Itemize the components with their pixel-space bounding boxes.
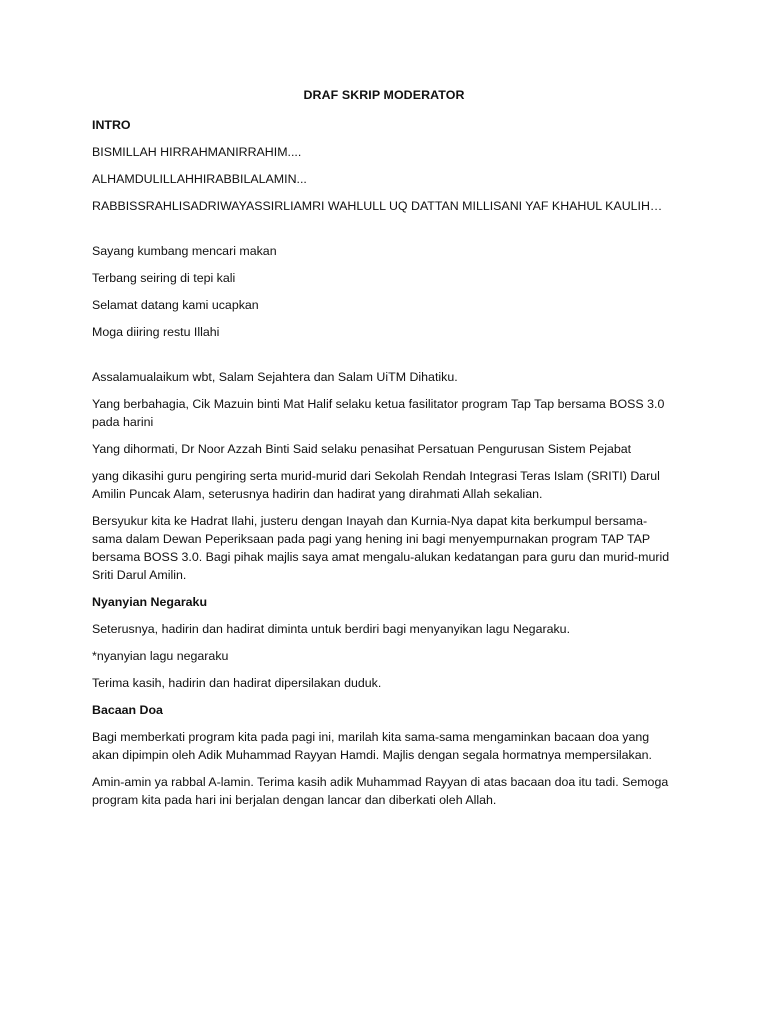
- opening-paragraph: Yang berbahagia, Cik Mazuin binti Mat Halif selaku ketua fasilitator program Tap Tap bersama BOSS 3.0 pada harini: [92, 397, 665, 429]
- pantun-line: Selamat datang kami ucapkan: [92, 298, 259, 312]
- section-heading-negaraku: Nyanyian Negaraku: [92, 595, 208, 609]
- document-body: [92, 86, 676, 818]
- pantun-line: Sayang kumbang mencari makan: [92, 244, 277, 258]
- spacer: [92, 350, 676, 368]
- intro-line: RABBISSRAHLISADRIWAYASSIRLIAMRI WAHLULL UQ DATTAN MILLISANI YAF KHAHUL KAULIH…: [92, 199, 663, 213]
- pantun-line: Terbang seiring di tepi kali: [92, 271, 236, 285]
- spacer: [92, 224, 676, 242]
- negaraku-line: Terima kasih, hadirin dan hadirat dipersilakan duduk.: [92, 676, 382, 690]
- negaraku-line: Seterusnya, hadirin dan hadirat diminta untuk berdiri bagi menyanyikan lagu Negaraku.: [92, 622, 571, 636]
- intro-line: ALHAMDULILLAHHIRABBILALAMIN...: [92, 172, 307, 186]
- doa-paragraph: Amin-amin ya rabbal A-lamin. Terima kasih adik Muhammad Rayyan di atas bacaan doa itu tadi. Semoga program kita pada hari ini berjalan dengan lancar dan diberkati oleh Allah.: [92, 775, 669, 807]
- section-heading-doa: Bacaan Doa: [92, 703, 163, 717]
- pantun-line: Moga diiring restu Illahi: [92, 325, 220, 339]
- opening-paragraph: Bersyukur kita ke Hadrat Ilahi, justeru dengan Inayah dan Kurnia-Nya dapat kita berkumpul bersama-sama dalam Dewan Peperiksaan pada pagi yang hening ini bagi menyempurnakan program TAP TAP bersama BOSS 3.0. Bagi pihak majlis saya amat mengalu-alukan kedatangan para guru dan murid-murid Sriti Darul Amilin.: [92, 514, 670, 582]
- doa-paragraph: Bagi memberkati program kita pada pagi ini, marilah kita sama-sama mengaminkan bacaan doa yang akan dipimpin oleh Adik Muhammad Rayyan Hamdi. Majlis dengan segala hormatnya mempersilakan.: [92, 730, 652, 762]
- negaraku-line: *nyanyian lagu negaraku: [92, 649, 229, 663]
- opening-paragraph: Assalamualaikum wbt, Salam Sejahtera dan Salam UiTM Dihatiku.: [92, 370, 458, 384]
- opening-paragraph: Yang dihormati, Dr Noor Azzah Binti Said selaku penasihat Persatuan Pengurusan Sistem Pejabat: [92, 442, 632, 456]
- document-title: DRAF SKRIP MODERATOR: [303, 88, 465, 102]
- intro-line: BISMILLAH HIRRAHMANIRRAHIM....: [92, 145, 302, 159]
- section-heading-intro: INTRO: [92, 118, 131, 132]
- opening-paragraph: yang dikasihi guru pengiring serta murid-murid dari Sekolah Rendah Integrasi Teras Islam (SRITI) Darul Amilin Puncak Alam, seterusnya hadirin dan hadirat yang dirahmati Allah sekalian.: [92, 469, 660, 501]
